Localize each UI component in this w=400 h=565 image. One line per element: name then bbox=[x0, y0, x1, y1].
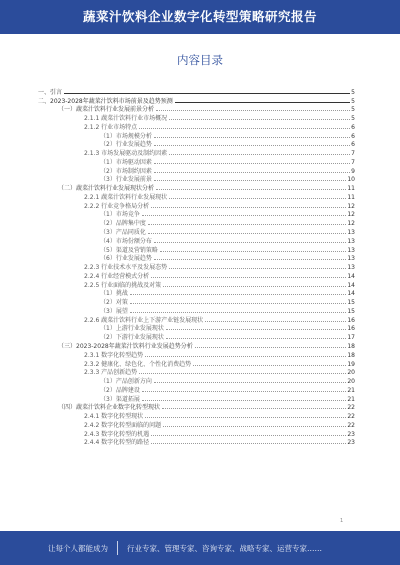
toc-entry-page: 21 bbox=[347, 395, 355, 403]
toc-entry-text: 2.3.2 健康化、绿色化、个性化消费趋势 bbox=[84, 360, 192, 368]
toc-heading: 内容目录 bbox=[177, 53, 223, 67]
toc-leader-dots bbox=[142, 215, 347, 216]
toc-leader-dots bbox=[162, 408, 346, 409]
toc-entry[interactable] bbox=[36, 254, 355, 263]
toc-entry-page: 20 bbox=[347, 378, 355, 386]
toc-leader-dots bbox=[154, 259, 347, 260]
toc-leader-dots bbox=[130, 294, 347, 295]
toc-entry-text: 2.2.2 行业竞争格局分析 bbox=[84, 202, 150, 210]
toc-entry-page: 23 bbox=[347, 439, 355, 447]
toc-entry-page: 12 bbox=[347, 211, 355, 219]
toc-leader-dots bbox=[156, 189, 346, 190]
toc-leader-dots bbox=[154, 145, 350, 146]
toc-entry-text: （三）2023-2028年蔬菜汁饮料行业发展趋势分析 bbox=[58, 342, 193, 350]
toc-entry-text: （3）行业发展前景 bbox=[100, 176, 152, 184]
toc-entry-text: （2）品牌建设 bbox=[100, 386, 140, 394]
toc-leader-dots bbox=[175, 102, 350, 103]
toc-entry-text: 2.4.4 数字化转型的路径 bbox=[84, 439, 150, 447]
toc-leader-dots bbox=[151, 443, 346, 444]
toc-entry[interactable] bbox=[36, 210, 355, 219]
toc-entry[interactable] bbox=[36, 289, 355, 298]
toc-entry-page: 6 bbox=[351, 132, 355, 140]
toc-entry-text: （一）蔬菜汁饮料行业发展前景分析 bbox=[58, 106, 155, 114]
toc-entry-page: 11 bbox=[347, 193, 355, 201]
toc-entry[interactable] bbox=[36, 297, 355, 306]
toc-entry-page: 16 bbox=[347, 316, 355, 324]
toc-entry-page: 17 bbox=[347, 334, 355, 342]
toc-entry-page: 13 bbox=[347, 237, 355, 245]
toc-entry[interactable] bbox=[36, 368, 355, 377]
toc-leader-dots bbox=[156, 110, 350, 111]
toc-entry-text: （6）行业发展趋势 bbox=[100, 255, 152, 263]
toc-leader-dots bbox=[148, 233, 347, 234]
toc-entry[interactable] bbox=[36, 385, 355, 394]
toc-entry-page: 5 bbox=[351, 115, 355, 123]
toc-entry[interactable] bbox=[36, 429, 355, 438]
toc-leader-dots bbox=[151, 435, 346, 436]
toc-entry-text: 2.4.1 数字化转型现状 bbox=[84, 413, 144, 421]
toc-entry[interactable] bbox=[36, 306, 355, 315]
toc-entry[interactable] bbox=[36, 341, 355, 350]
page-number: 1 bbox=[340, 518, 344, 524]
toc-entry[interactable] bbox=[36, 192, 355, 201]
table-of-contents bbox=[36, 87, 355, 446]
toc-leader-dots bbox=[130, 312, 347, 313]
toc-leader-dots bbox=[130, 303, 347, 304]
toc-entry-text: （2）对策 bbox=[100, 299, 128, 307]
toc-entry-text: 2.2.3 行业技术水平及发展态势 bbox=[84, 264, 168, 272]
toc-entry-page: 19 bbox=[347, 360, 355, 368]
toc-entry[interactable] bbox=[36, 148, 355, 157]
toc-leader-dots bbox=[193, 365, 346, 366]
footer-slogan-right: 行业专家、管理专家、咨询专家、战略专家、运营专家…… bbox=[127, 543, 322, 553]
toc-entry-page: 23 bbox=[347, 430, 355, 438]
toc-leader-dots bbox=[154, 172, 350, 173]
toc-entry-page: 5 bbox=[351, 106, 355, 114]
toc-entry[interactable] bbox=[36, 420, 355, 429]
toc-leader-dots bbox=[169, 198, 346, 199]
toc-entry-page: 18 bbox=[347, 351, 355, 359]
toc-entry-page: 13 bbox=[347, 246, 355, 254]
toc-entry[interactable] bbox=[36, 332, 355, 341]
toc-entry[interactable] bbox=[36, 236, 355, 245]
toc-entry-text: （5）渠道及营销策略 bbox=[100, 246, 158, 254]
toc-entry[interactable] bbox=[36, 438, 355, 447]
report-header-title: 蔬菜汁饮料企业数字化转型策略研究报告 bbox=[0, 0, 400, 34]
toc-entry-text: （1）市场竞争 bbox=[100, 211, 140, 219]
toc-entry-page: 18 bbox=[347, 342, 355, 350]
toc-entry[interactable] bbox=[36, 262, 355, 271]
toc-entry-text: 2.1.2 行业市场特点 bbox=[84, 123, 138, 131]
toc-entry-text: 2.3.1 数字化转型趋势 bbox=[84, 351, 144, 359]
toc-leader-dots bbox=[64, 93, 350, 94]
toc-leader-dots bbox=[145, 417, 346, 418]
toc-entry-text: （1）市场规模分析 bbox=[100, 132, 152, 140]
toc-entry-page: 12 bbox=[347, 202, 355, 210]
toc-leader-dots bbox=[151, 207, 346, 208]
toc-entry[interactable] bbox=[36, 350, 355, 359]
toc-leader-dots bbox=[166, 329, 347, 330]
toc-entry[interactable] bbox=[36, 201, 355, 210]
toc-entry-page: 14 bbox=[347, 281, 355, 289]
toc-entry-page: 5 bbox=[351, 88, 355, 96]
toc-entry[interactable] bbox=[36, 218, 355, 227]
toc-entry-text: 2.4.3 数字化转型的机遇 bbox=[84, 430, 150, 438]
toc-entry-text: （1）产品创新方向 bbox=[100, 378, 152, 386]
toc-entry-page: 9 bbox=[351, 167, 355, 175]
toc-entry[interactable] bbox=[36, 113, 355, 122]
toc-entry-text: （1）挑战 bbox=[100, 290, 128, 298]
toc-entry-text: （4）市场份额分布 bbox=[100, 237, 152, 245]
toc-entry[interactable] bbox=[36, 324, 355, 333]
toc-entry-text: 2.4.2 数字化转型面临的问题 bbox=[84, 421, 162, 429]
toc-entry[interactable] bbox=[36, 227, 355, 236]
toc-entry[interactable] bbox=[36, 131, 355, 140]
toc-entry-text: 2.1.1 蔬菜汁饮料行业市场概况 bbox=[84, 115, 168, 123]
toc-entry[interactable] bbox=[36, 403, 355, 412]
toc-leader-dots bbox=[169, 119, 350, 120]
toc-entry-text: （2）市场制约因素 bbox=[100, 167, 152, 175]
toc-leader-dots bbox=[142, 391, 347, 392]
toc-entry-text: （2）行业发展趋势 bbox=[100, 141, 152, 149]
toc-entry[interactable] bbox=[36, 315, 355, 324]
footer-slogan-left: 让每个人都能成为 bbox=[48, 543, 108, 553]
toc-entry-text: （1）上游行业发展现状 bbox=[100, 325, 164, 333]
toc-leader-dots bbox=[205, 321, 346, 322]
toc-entry[interactable] bbox=[36, 87, 355, 96]
toc-entry-text: （2）下游行业发展现状 bbox=[100, 334, 164, 342]
toc-entry-page: 10 bbox=[347, 176, 355, 184]
toc-entry[interactable] bbox=[36, 157, 355, 166]
toc-leader-dots bbox=[160, 251, 347, 252]
toc-leader-dots bbox=[142, 400, 347, 401]
toc-leader-dots bbox=[154, 163, 350, 164]
toc-entry-text: （3）展望 bbox=[100, 307, 128, 315]
toc-leader-dots bbox=[154, 180, 347, 181]
toc-entry-text: 一、引言 bbox=[38, 88, 63, 96]
toc-leader-dots bbox=[169, 268, 346, 269]
toc-entry[interactable] bbox=[36, 96, 355, 105]
toc-entry-page: 22 bbox=[347, 421, 355, 429]
toc-entry-page: 6 bbox=[351, 123, 355, 131]
toc-entry[interactable] bbox=[36, 140, 355, 149]
toc-entry[interactable] bbox=[36, 411, 355, 420]
toc-entry-page: 15 bbox=[347, 299, 355, 307]
toc-entry[interactable] bbox=[36, 105, 355, 114]
toc-entry-page: 15 bbox=[347, 307, 355, 315]
toc-entry[interactable] bbox=[36, 359, 355, 368]
footer-divider bbox=[117, 541, 118, 555]
toc-leader-dots bbox=[169, 154, 350, 155]
toc-entry-text: 二、2023-2028年蔬菜汁饮料市场前景及趋势预测 bbox=[38, 97, 173, 105]
toc-entry-page: 13 bbox=[347, 264, 355, 272]
toc-entry-page: 13 bbox=[347, 255, 355, 263]
toc-entry-text: （3）渠道拓展 bbox=[100, 395, 140, 403]
toc-entry-text: 2.2.1 蔬菜汁饮料行业发展现状 bbox=[84, 193, 168, 201]
toc-entry-text: 2.2.5 行业面临的挑战及对策 bbox=[84, 281, 162, 289]
toc-leader-dots bbox=[151, 277, 346, 278]
toc-entry-page: 13 bbox=[347, 229, 355, 237]
toc-entry[interactable] bbox=[36, 175, 355, 184]
toc-entry-page: 7 bbox=[351, 158, 355, 166]
toc-entry[interactable] bbox=[36, 166, 355, 175]
toc-entry-page: 21 bbox=[347, 386, 355, 394]
toc-leader-dots bbox=[195, 347, 347, 348]
toc-entry-page: 16 bbox=[347, 325, 355, 333]
toc-entry-text: （2）品牌集中度 bbox=[100, 220, 146, 228]
toc-leader-dots bbox=[163, 426, 346, 427]
toc-entry-text: 2.2.6 蔬菜汁饮料行业上下游产业链发展现状 bbox=[84, 316, 204, 324]
toc-leader-dots bbox=[154, 382, 347, 383]
toc-entry-page: 20 bbox=[347, 369, 355, 377]
toc-leader-dots bbox=[139, 373, 346, 374]
toc-entry[interactable] bbox=[36, 376, 355, 385]
toc-leader-dots bbox=[166, 338, 347, 339]
toc-entry[interactable] bbox=[36, 394, 355, 403]
toc-leader-dots bbox=[139, 128, 350, 129]
toc-leader-dots bbox=[154, 137, 350, 138]
toc-entry-page: 6 bbox=[351, 141, 355, 149]
toc-entry-text: （1）市场驱动因素 bbox=[100, 158, 152, 166]
toc-entry-page: 22 bbox=[347, 404, 355, 412]
toc-entry-page: 14 bbox=[347, 272, 355, 280]
toc-entry-page: 7 bbox=[351, 150, 355, 158]
toc-entry-page: 5 bbox=[351, 97, 355, 105]
toc-entry-page: 11 bbox=[347, 185, 355, 193]
toc-entry[interactable] bbox=[36, 271, 355, 280]
toc-entry-text: （二）蔬菜汁饮料行业发展现状分析 bbox=[58, 185, 155, 193]
toc-entry[interactable] bbox=[36, 183, 355, 192]
toc-entry-text: （3）产品同质化 bbox=[100, 229, 146, 237]
toc-entry-page: 14 bbox=[347, 290, 355, 298]
toc-entry-text: 2.2.4 行业经营模式分析 bbox=[84, 272, 150, 280]
toc-leader-dots bbox=[154, 242, 347, 243]
toc-entry-page: 22 bbox=[347, 413, 355, 421]
toc-entry-page: 12 bbox=[347, 220, 355, 228]
toc-leader-dots bbox=[148, 224, 347, 225]
toc-leader-dots bbox=[145, 356, 346, 357]
toc-entry-text: 2.3.3 产品创新趋势 bbox=[84, 369, 138, 377]
toc-entry[interactable] bbox=[36, 122, 355, 131]
toc-leader-dots bbox=[163, 286, 346, 287]
toc-entry-text: （四）蔬菜汁饮料企业数字化转型现状 bbox=[58, 404, 161, 412]
toc-entry[interactable] bbox=[36, 280, 355, 289]
toc-entry-text: 2.1.3 市场发展驱动及制约因素 bbox=[84, 150, 168, 158]
footer-bar bbox=[0, 531, 400, 565]
toc-entry[interactable] bbox=[36, 245, 355, 254]
